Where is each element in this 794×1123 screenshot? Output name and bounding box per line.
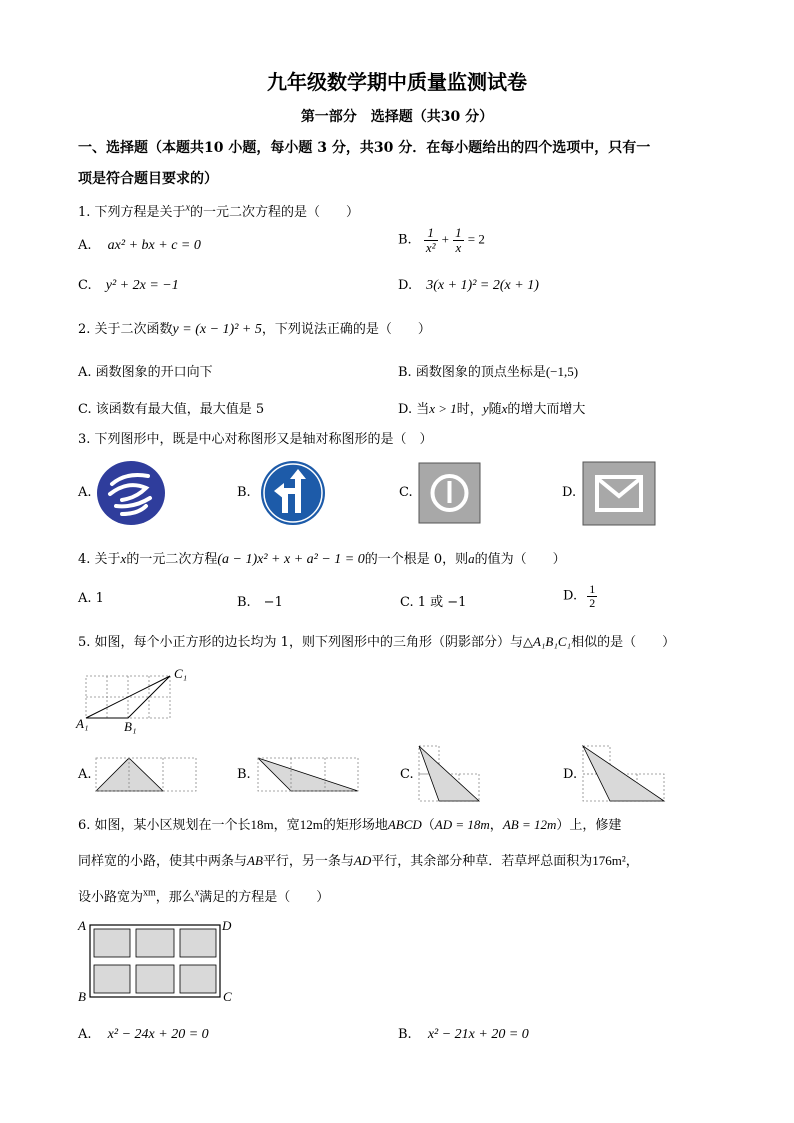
q6-length: 18m (250, 817, 274, 832)
q5-point-b1: B₁ (124, 719, 137, 734)
plus: + (441, 231, 449, 247)
q1-b-rest: = 2 (467, 231, 485, 247)
q5-label-a[interactable]: A. (78, 767, 92, 782)
q1-option-d[interactable] (398, 278, 539, 294)
q6-corner-a: A (78, 918, 86, 933)
q2-formula: y = (x − 1)² + 5 (172, 322, 262, 337)
q5-label-d[interactable]: D. (563, 767, 578, 782)
part-heading: 第一部分 选择题（共30 分） (300, 109, 494, 125)
option-label: C. (78, 278, 92, 293)
q2-d-text: D. 当 (398, 402, 430, 417)
q6-x: x (194, 887, 200, 899)
q4-text4: 的值为（ ） (474, 552, 566, 567)
q6-ab-label: AB (247, 853, 263, 868)
q6-text5: ）上，修建 (556, 818, 622, 833)
q6-option-a[interactable] (78, 1027, 209, 1043)
option-label: D. (563, 588, 578, 604)
china-mobile-logo-icon (96, 460, 166, 526)
q6-text6: 同样宽的小路，使其中两条与 (78, 854, 248, 869)
q6-area: 176m² (592, 853, 626, 868)
q5-point-a1: A₁ (76, 716, 89, 731)
option-label: D. (398, 278, 413, 293)
q6-ad-label: AD (353, 853, 372, 868)
q4-text2: 的一元二次方程 (126, 552, 218, 567)
q2-option-c[interactable]: C. 该函数有最大值，最大值是 5 (78, 402, 265, 417)
q6-line1 (78, 814, 621, 833)
q1-stem-text2: 的一元二次方程的是（ ） (190, 205, 360, 220)
q2-stem-text2: ，下列说法正确的是（ ） (261, 322, 431, 337)
q4-option-c[interactable]: C. 1 或 −1 (400, 595, 467, 610)
q5-stem (78, 631, 675, 650)
q6-option-b[interactable] (398, 1027, 529, 1043)
q3-label-c[interactable]: C. (399, 485, 413, 500)
q6-text11: ，那么 (155, 890, 195, 905)
q4-option-a[interactable]: A. 1 (78, 591, 104, 606)
q5-option-b-figure (258, 758, 360, 792)
q6-corner-b: B (78, 989, 86, 1004)
q6-xm: xm (143, 887, 156, 899)
q1-b-frac2: $\frac{1}{x}$ (455, 225, 462, 255)
q6-text: 6. 如图，某小区规划在一个长 (78, 818, 251, 833)
q3-label-d[interactable]: D. (562, 485, 577, 500)
q2-stem-text: 2. 关于二次函数 (78, 322, 173, 337)
option-label: B. (398, 1027, 412, 1042)
q5-reference-grid (86, 676, 176, 718)
q3-stem: 3. 下列图形中，既是中心对称图形又是轴对称图形的是（ ） (78, 432, 433, 447)
q5-label-b[interactable]: B. (237, 767, 251, 782)
q6-ad: AD = 18m (434, 817, 490, 832)
q4-text: 4. 关于 (78, 552, 121, 567)
page-title: 九年级数学期中质量监测试卷 (267, 70, 527, 94)
q1-c-formula: y² + 2x = −1 (105, 278, 179, 293)
q2-d-x: x (501, 401, 508, 416)
q5-option-a-figure (96, 758, 198, 792)
q4-text3: 的一个根是 0，则 (364, 552, 469, 567)
q1-stem-text: 1. 下列方程是关于 (78, 205, 186, 220)
q5-option-d-figure (583, 746, 667, 802)
q6-line3 (78, 886, 329, 905)
q4-formula: (a − 1)x² + x + a² − 1 = 0 (217, 552, 365, 567)
q2-d-y: y (482, 401, 489, 416)
section-heading-line2: 项是符合题目要求的） (78, 171, 218, 187)
q5-label-c[interactable]: C. (400, 767, 414, 782)
q6-ab: AB = 12m (502, 817, 557, 832)
q2-option-b[interactable] (398, 361, 578, 380)
q3-label-a[interactable]: A. (78, 485, 92, 500)
q4-stem (78, 548, 566, 568)
q2-d-cond: x > 1 (429, 401, 457, 416)
q1-option-b[interactable] (398, 226, 485, 254)
q5-text: 5. 如图，每个小正方形的边长均为 1，则下列图形中的三角形（阴影部分）与 (78, 635, 523, 650)
q6-field-diagram (90, 925, 222, 999)
q6-text9: ， (625, 854, 639, 869)
q5-point-c1: C₁ (174, 666, 188, 681)
q6-text10: 设小路宽为 (78, 890, 144, 905)
q6-text4: （ (421, 818, 435, 833)
q6-text2: ，宽 (273, 818, 300, 833)
q2-d-text3: 随 (488, 402, 502, 417)
q6-corner-d: D (222, 918, 232, 933)
option-label: A. (78, 1027, 92, 1042)
q6-line2 (78, 850, 639, 869)
q2-d-text4: 的增大而增大 (507, 402, 586, 417)
option-label: A. (78, 238, 92, 253)
q5-triangle: △A₁B₁C₁ (522, 634, 572, 649)
q1-a-formula: ax² + bx + c = 0 (107, 238, 201, 253)
q5-option-c-figure (419, 746, 481, 802)
q1-d-formula: 3(x + 1)² = 2(x + 1) (426, 278, 539, 293)
q6-width: 12m (299, 817, 323, 832)
q4-option-d[interactable] (563, 583, 597, 609)
q2-option-d[interactable] (398, 398, 585, 417)
q6-b-formula: x² − 21x + 20 = 0 (427, 1027, 529, 1042)
q6-corner-c: C (223, 989, 232, 1004)
q1-option-c[interactable] (78, 278, 179, 294)
section-heading-line1: 一、选择题（本题共10 小题，每小题 3 分，共30 分．在每小题给出的四个选项中，只有一 (78, 140, 651, 156)
q2-stem (78, 318, 431, 338)
q4-d-frac: $\frac{1}{2}$ (589, 582, 596, 610)
q1-b-frac1: $\frac{1}{\text{x²}}$ (425, 225, 436, 255)
power-button-icon (419, 463, 480, 523)
q2-option-a[interactable]: A. 函数图象的开口向下 (78, 365, 213, 380)
q6-rect: ABCD (387, 817, 422, 832)
q6-a-formula: x² − 24x + 20 = 0 (107, 1027, 209, 1042)
q6-text8: 平行，其余部分种草．若草坪总面积为 (371, 854, 593, 869)
q2-d-text2: 时， (456, 402, 483, 417)
q4-var-a: a (468, 551, 475, 566)
envelope-icon (583, 462, 655, 525)
q6-comma: ， (489, 818, 503, 833)
turn-left-sign-icon (260, 461, 326, 525)
q6-text12: 满足的方程是（ ） (199, 890, 330, 905)
q2-b-value: (−1,5) (545, 364, 579, 379)
q6-text7: 平行，另一条与 (262, 854, 354, 869)
q4-option-b[interactable]: B. −1 (237, 595, 283, 610)
q1-stem (78, 201, 359, 220)
q3-label-b[interactable]: B. (237, 485, 251, 500)
q6-text3: 的矩形场地 (322, 818, 388, 833)
q5-text2: 相似的是（ ） (571, 635, 676, 650)
q1-option-a[interactable] (78, 238, 201, 254)
q4-var-x: x (120, 551, 127, 566)
q1-var: x (185, 202, 190, 214)
option-label: B. (398, 232, 412, 248)
q2-b-text: B. 函数图象的顶点坐标是 (398, 365, 546, 380)
